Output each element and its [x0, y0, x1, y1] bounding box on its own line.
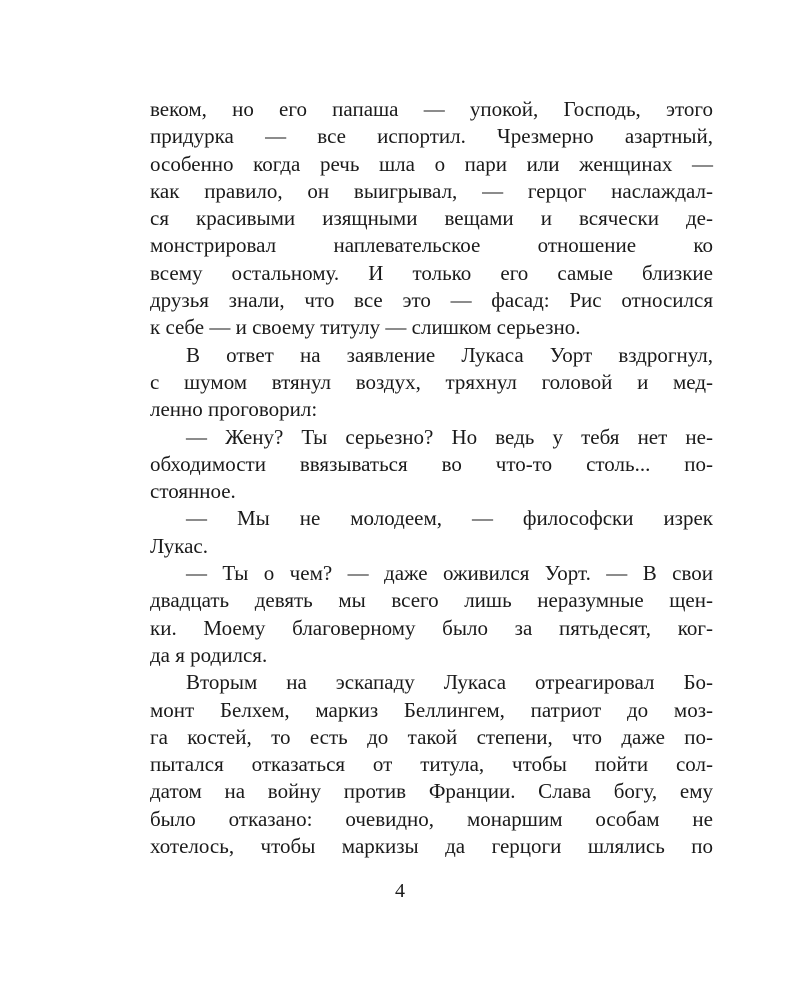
text-line: было отказано: очевидно, монаршим особам не: [150, 806, 713, 831]
text-line: — Мы не молодеем, — философски изрек: [186, 506, 713, 531]
text-line: веком, но его папаша — упокой, Господь, этого: [150, 97, 713, 121]
text-line: стоянное.: [150, 479, 236, 504]
body-text: [150, 96, 713, 860]
text-line: да я родился.: [150, 642, 268, 667]
text-line: Вторым на эскападу Лукаса отреагировал Бо-: [186, 670, 713, 695]
text-line: ки. Моему благоверному было за пятьдесят, ког-: [150, 615, 713, 640]
text-line: двадцать девять мы всего лишь неразумные щен-: [150, 588, 713, 613]
text-line: пытался отказаться от титула, чтобы пойти сол-: [150, 752, 713, 777]
text-line: — Ты о чем? — даже оживился Уорт. — В свои: [186, 561, 713, 586]
text-line: В ответ на заявление Лукаса Уорт вздрогнул,: [186, 342, 713, 367]
text-line: га костей, то есть до такой степени, что даже по-: [150, 724, 713, 749]
text-line: Лукас.: [150, 533, 208, 558]
text-line: монт Белхем, маркиз Беллингем, патриот до моз-: [150, 697, 713, 722]
text-line: — Жену? Ты серьезно? Но ведь у тебя нет не-: [186, 424, 713, 449]
text-line: придурка — все испортил. Чрезмерно азартный,: [150, 124, 713, 149]
text-line: к себе — и своему титулу — слишком серьезно.: [150, 315, 581, 340]
text-line: всему остальному. И только его самые близкие: [150, 260, 713, 285]
text-line: ся красивыми изящными вещами и всячески де-: [150, 206, 713, 231]
text-line: обходимости ввязываться во что-то столь... по-: [150, 451, 713, 476]
text-line: как правило, он выигрывал, — герцог наслаждал-: [150, 178, 713, 203]
text-line: датом на войну против Франции. Слава богу, ему: [150, 779, 713, 804]
text-line: ленно проговорил:: [150, 397, 318, 422]
text-line: особенно когда речь шла о пари или женщинах —: [150, 151, 713, 176]
text-line: хотелось, чтобы маркизы да герцоги шлялись по: [150, 834, 713, 859]
text-line: с шумом втянул воздух, тряхнул головой и мед-: [150, 369, 713, 394]
page-number: 4: [395, 880, 405, 902]
text-line: монстрировал наплевательское отношение ко: [150, 233, 713, 258]
text-line: друзья знали, что все это — фасад: Рис относился: [150, 288, 713, 313]
